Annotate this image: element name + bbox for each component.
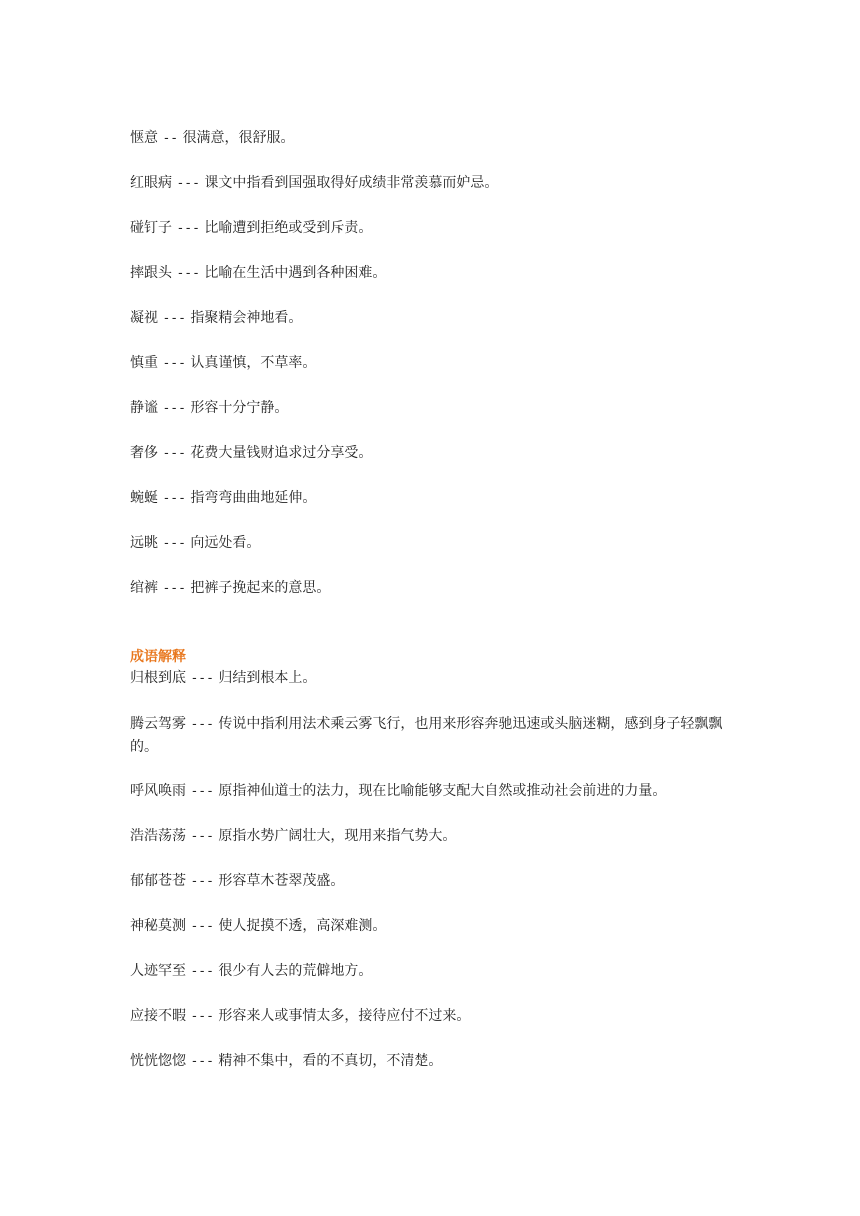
- idiom-term: 神秘莫测: [130, 918, 186, 934]
- word-term: 奢侈: [130, 445, 158, 461]
- idiom-definition: 形容草木苍翠茂盛。: [218, 873, 345, 889]
- separator: --: [162, 131, 179, 146]
- section-heading: 成语解释: [130, 649, 186, 665]
- separator: ---: [176, 176, 200, 191]
- word-definition: 向远处看。: [190, 535, 261, 551]
- idiom-definition: 传说中指利用法术乘云雾飞行，也用来形容奔驰迅速或头脑迷糊，感到身子轻飘飘的。: [130, 716, 723, 755]
- idiom-definition: 形容来人或事情太多，接待应付不过来。: [218, 1008, 471, 1024]
- idiom-definition: 归结到根本上。: [218, 670, 317, 686]
- word-definition: 课文中指看到国强取得好成绩非常羡慕而妒忌。: [204, 175, 499, 191]
- idiom-term: 腾云驾雾: [130, 716, 186, 732]
- word-definition: 指弯弯曲曲地延伸。: [190, 490, 317, 506]
- word-entry: [130, 127, 295, 150]
- separator: ---: [176, 221, 200, 236]
- separator: ---: [162, 536, 186, 551]
- word-term: 惬意: [130, 130, 158, 146]
- idiom-definition: 很少有人去的荒僻地方。: [218, 963, 373, 979]
- word-definition: 花费大量钱财追求过分享受。: [190, 445, 373, 461]
- idiom-term: 人迹罕至: [130, 963, 186, 979]
- word-definition: 很满意，很舒服。: [182, 130, 295, 146]
- idiom-entry: [130, 713, 740, 758]
- separator: ---: [162, 446, 186, 461]
- idiom-entry: [130, 915, 386, 938]
- separator: ---: [190, 964, 214, 979]
- idiom-entry: [130, 667, 316, 690]
- idiom-term: 呼风唤雨: [130, 783, 186, 799]
- idiom-term: 郁郁苍苍: [130, 873, 186, 889]
- separator: ---: [162, 581, 186, 596]
- separator: ---: [190, 1054, 214, 1069]
- word-term: 绾裤: [130, 580, 158, 596]
- word-entry: [130, 172, 498, 195]
- word-term: 远眺: [130, 535, 158, 551]
- idiom-definition: 使人捉摸不透，高深难测。: [218, 918, 387, 934]
- idiom-entry: [130, 870, 344, 893]
- separator: ---: [190, 717, 214, 732]
- word-definition: 把裤子挽起来的意思。: [190, 580, 331, 596]
- word-definition: 比喻遭到拒绝或受到斥责。: [204, 220, 373, 236]
- idiom-term: 应接不暇: [130, 1008, 186, 1024]
- word-term: 摔跟头: [130, 265, 172, 281]
- word-term: 红眼病: [130, 175, 172, 191]
- separator: ---: [190, 829, 214, 844]
- word-entry: [130, 397, 288, 420]
- idiom-entry: [130, 825, 456, 848]
- word-definition: 比喻在生活中遇到各种困难。: [204, 265, 387, 281]
- word-entry: [130, 487, 316, 510]
- word-entry: [130, 352, 316, 375]
- separator: ---: [190, 874, 214, 889]
- separator: ---: [176, 266, 200, 281]
- word-term: 慎重: [130, 355, 158, 371]
- idiom-term: 恍恍惚惚: [130, 1053, 186, 1069]
- word-entry: [130, 262, 386, 285]
- separator: ---: [162, 401, 186, 416]
- word-entry: [130, 442, 372, 465]
- separator: ---: [190, 784, 214, 799]
- idiom-definition: 精神不集中，看的不真切，不清楚。: [218, 1053, 443, 1069]
- idiom-entry: [130, 1050, 442, 1073]
- word-definition: 认真谨慎，不草率。: [190, 355, 317, 371]
- idiom-entry: [130, 1005, 470, 1028]
- word-term: 碰钉子: [130, 220, 172, 236]
- separator: ---: [190, 671, 214, 686]
- separator: ---: [162, 491, 186, 506]
- word-term: 凝视: [130, 310, 158, 326]
- idiom-entry: [130, 780, 666, 803]
- idiom-definition: 原指水势广阔壮大，现用来指气势大。: [218, 828, 457, 844]
- separator: ---: [190, 1009, 214, 1024]
- idiom-term: 浩浩荡荡: [130, 828, 186, 844]
- separator: ---: [162, 311, 186, 326]
- word-entry: [130, 307, 302, 330]
- separator: ---: [162, 356, 186, 371]
- word-definition: 形容十分宁静。: [190, 400, 289, 416]
- word-entry: [130, 577, 330, 600]
- idiom-definition: 原指神仙道士的法力，现在比喻能够支配大自然或推动社会前进的力量。: [218, 783, 667, 799]
- word-term: 蜿蜒: [130, 490, 158, 506]
- idiom-term: 归根到底: [130, 670, 186, 686]
- word-entry: [130, 532, 260, 555]
- word-definition: 指聚精会神地看。: [190, 310, 303, 326]
- idiom-entry: [130, 960, 372, 983]
- separator: ---: [190, 919, 214, 934]
- word-entry: [130, 217, 372, 240]
- word-term: 静谧: [130, 400, 158, 416]
